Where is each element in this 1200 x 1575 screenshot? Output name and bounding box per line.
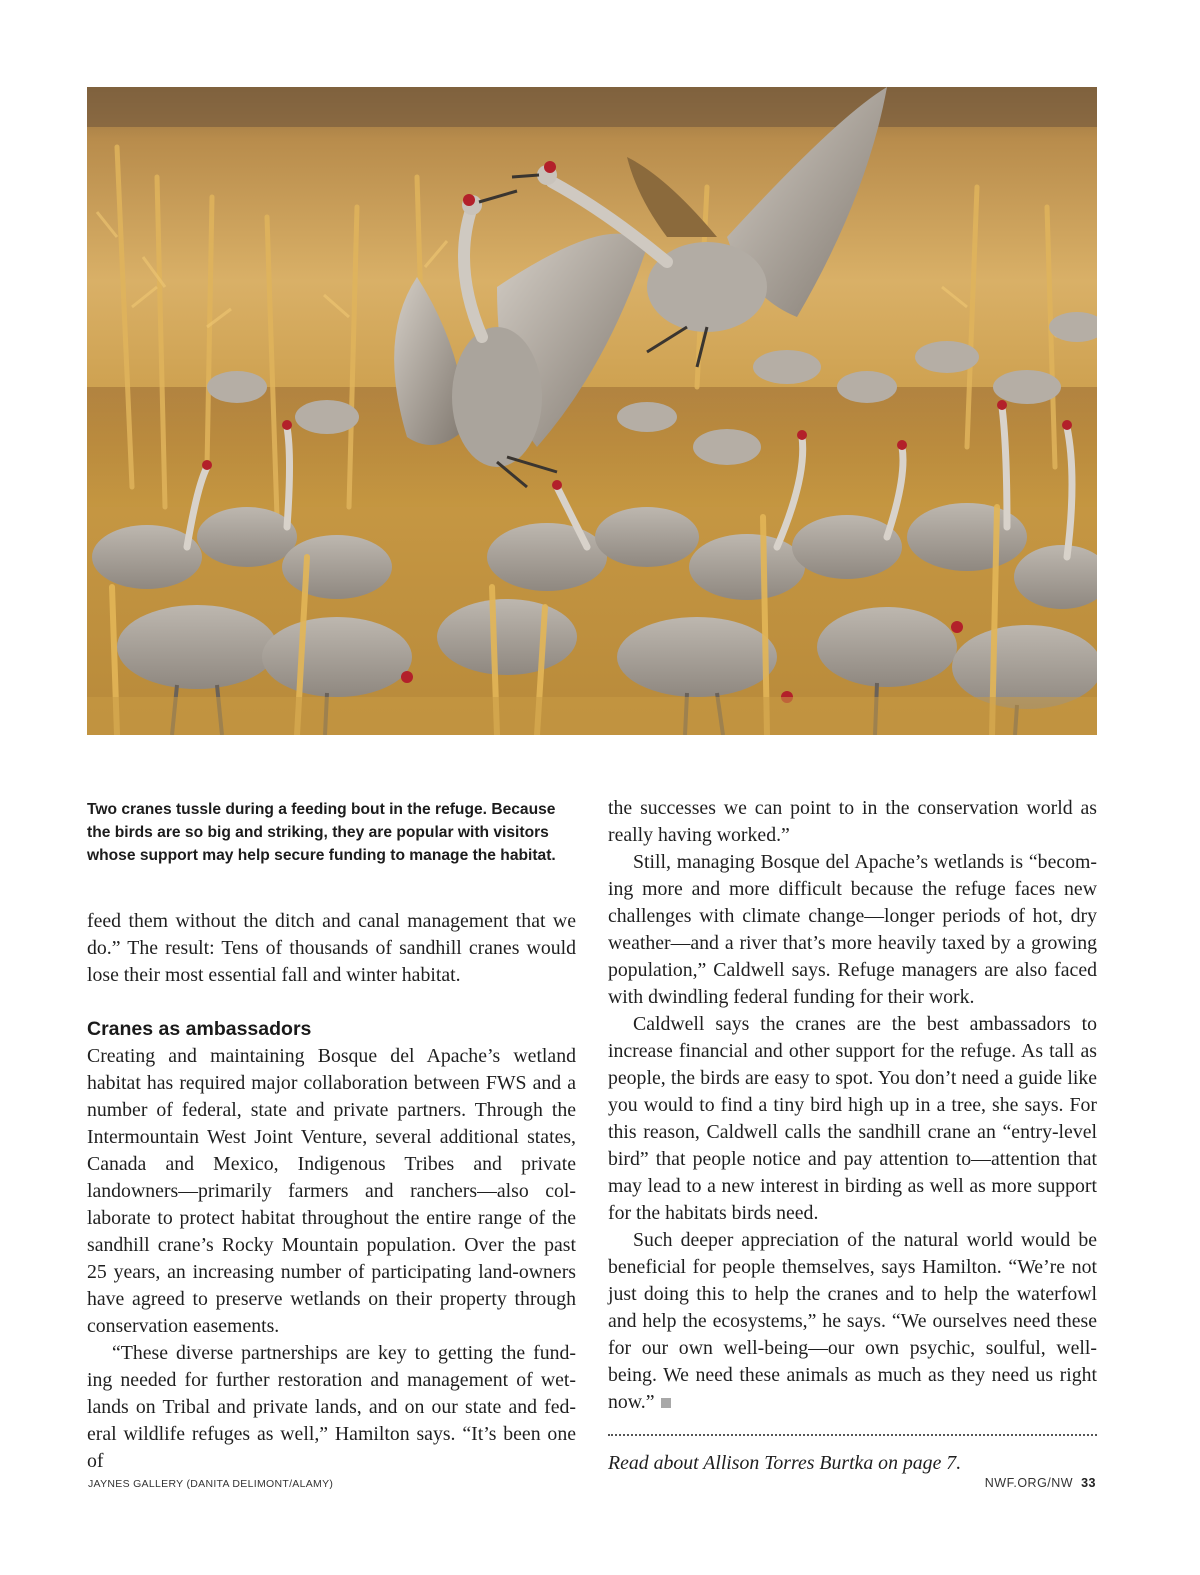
site-url: NWF.ORG/NW: [984, 1476, 1074, 1490]
author-bio-note: Read about Allison Torres Burtka on page 7.: [608, 1452, 962, 1474]
right-column: [608, 795, 1097, 1477]
body-paragraph: Caldwell says the cranes are the best ambassadors to increase financial and other support for the refuge. As tall as people, the birds are easy to spot. You don’t need a guide like you would to find a tiny bird high up in a tree, she says. For this reason, Caldwell calls the sandhill crane an “entry-level bird” that people notice and pay attention to—attention that may lead to a new interest in birding as well as more support for the habitats birds need.: [608, 1013, 1097, 1224]
body-paragraph: the successes we can point to in the conservation world as really having worked.”: [608, 797, 1097, 846]
caption-line: the birds are so big and striking, they are popular with visitors: [87, 824, 549, 841]
dotted-divider: [608, 1434, 1097, 1436]
end-mark-icon: [661, 1398, 671, 1408]
section-subhead: Cranes as ambassadors: [87, 1018, 312, 1040]
caption-line: whose support may help secure funding to manage the habitat.: [87, 847, 556, 864]
body-paragraph-final: [608, 1227, 1097, 1416]
crane-photo-illustration: [87, 87, 1097, 735]
caption-line: Two cranes tussle during a feeding bout in the refuge. Because: [87, 801, 556, 818]
page-number: 33: [1081, 1476, 1096, 1490]
left-column: [87, 795, 576, 1475]
final-paragraph-text: Such deeper appreciation of the natural world would be beneficial for people themselves, says Hamilton. “We’re not just doing this to help the cranes and to help the waterfowl and help the ecosystems,” he says. “We ourselves need these for our own well-being—our own psychic, soulful, well-being. We need these animals as much as they need us right now.”: [608, 1229, 1097, 1413]
body-paragraph: Creating and maintaining Bosque del Apache’s wetland habitat has required major collaboration between FWS and a number of federal, state and private partners. Through the Intermountain West Joint Venture, several additional states, Canada and Mexico, Indigenous Tribes and private landowners—primarily farmers and ranchers—also col-laborate to protect habitat throughout the entire range of the sandhill crane’s Rocky Mountain population. Over the past 25 years, an increasing number of participating land-owners have agreed to preserve wetlands on their property through conservation easements.: [87, 1045, 576, 1337]
crane-photo: [87, 87, 1097, 735]
photo-caption: [87, 798, 576, 867]
page-footer: [985, 1476, 1096, 1490]
body-paragraph: Still, managing Bosque del Apache’s wetlands is “becom-ing more and more difficult because the refuge faces new challenges with climate change—longer periods of hot, dry weather—and a river that’s more heavily taxed by a growing population,” Caldwell says. Refuge managers are also faced with dwindling federal funding for their work.: [608, 851, 1097, 1008]
body-paragraph: feed them without the ditch and canal management that we do.” The result: Tens of thousands of sandhill cranes would lose their most essential fall and winter habitat.: [87, 910, 576, 986]
body-paragraph: “These diverse partnerships are key to getting the fund-ing needed for further restoration and management of wet-lands on Tribal and private lands, and on our state and fed-eral wildlife refuges as well,” Hamilton says. “It’s been one of: [87, 1342, 576, 1472]
photo-credit: JAYNES GALLERY (DANITA DELIMONT/ALAMY): [88, 1478, 334, 1490]
